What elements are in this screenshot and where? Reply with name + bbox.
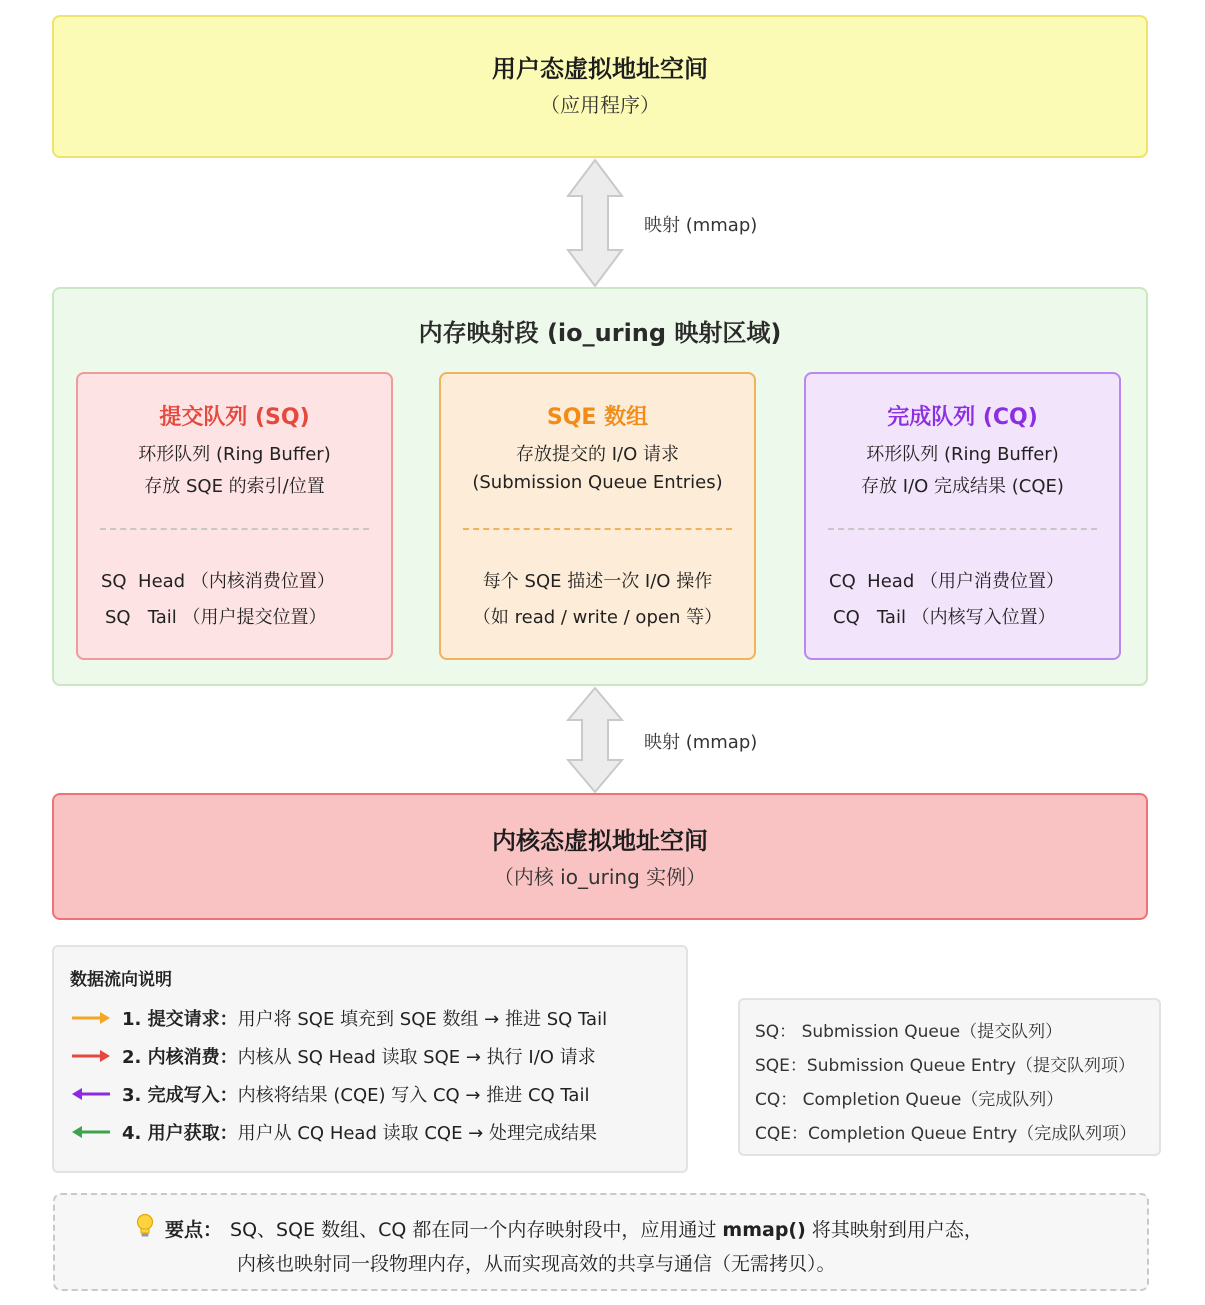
sqe-card-title: SQE 数组 <box>546 405 649 430</box>
flow-label: 3. 完成写入： <box>122 1085 238 1106</box>
user-space-title: 用户态虚拟地址空间 <box>492 55 708 83</box>
cq-head-item: CQ Head （用户消费位置） <box>829 571 1064 592</box>
user-space-box <box>52 15 1148 158</box>
note-line2: 内核也映射同一段物理内存，从而实现高效的共享与通信（无需拷贝）。 <box>237 1253 836 1275</box>
glossary-item: CQE：Completion Queue Entry（完成队列项） <box>755 1124 1137 1144</box>
sqe-card-line1: 存放提交的 I/O 请求 <box>516 444 679 465</box>
arrow-right-icon <box>70 1011 112 1025</box>
user-space-subtitle: （应用程序） <box>540 93 660 117</box>
cq-card-title: 完成队列 (CQ) <box>887 405 1038 430</box>
flow-text: 用户从 CQ Head 读取 CQE → 处理完成结果 <box>237 1123 597 1144</box>
cq-card-line2: 存放 I/O 完成结果 (CQE) <box>861 476 1064 497</box>
note-text-after: 将其映射到用户态， <box>805 1219 983 1241</box>
sqe-card-item2: （如 read / write / open 等） <box>472 607 723 628</box>
glossary-item: CQ： Completion Queue（完成队列） <box>755 1090 1064 1110</box>
sq-card-title: 提交队列 (SQ) <box>159 405 310 430</box>
flow-row <box>70 1005 680 1031</box>
flow-label: 1. 提交请求： <box>122 1009 238 1030</box>
kernel-space-subtitle: （内核 io_uring 实例） <box>493 865 707 889</box>
sq-head-item: SQ Head （内核消费位置） <box>101 571 335 592</box>
cq-card-divider <box>828 528 1097 530</box>
key-point-note <box>53 1193 1149 1291</box>
sq-card-divider <box>100 528 369 530</box>
arrow-left-icon <box>70 1087 112 1101</box>
data-flow-legend <box>52 945 688 1173</box>
flow-text: 内核将结果 (CQE) 写入 CQ → 推进 CQ Tail <box>237 1085 590 1106</box>
sqe-card-item1: 每个 SQE 描述一次 I/O 操作 <box>482 571 713 592</box>
cq-card-line1: 环形队列 (Ring Buffer) <box>866 444 1059 465</box>
sq-card-line2: 存放 SQE 的索引/位置 <box>144 476 325 497</box>
sq-card-line1: 环形队列 (Ring Buffer) <box>138 444 331 465</box>
kernel-space-title: 内核态虚拟地址空间 <box>492 827 708 855</box>
lightbulb-icon <box>135 1213 155 1239</box>
sqe-card-line2: (Submission Queue Entries) <box>472 472 723 493</box>
flow-text: 用户将 SQE 填充到 SQE 数组 → 推进 SQ Tail <box>237 1009 608 1030</box>
cq-card <box>804 372 1121 660</box>
mapping-label-bottom: 映射 (mmap) <box>644 732 758 753</box>
flow-row <box>70 1081 680 1107</box>
mmap-region-title: 内存映射段 (io_uring 映射区域) <box>418 319 782 347</box>
flow-label: 4. 用户获取： <box>122 1123 238 1144</box>
arrow-left-icon <box>70 1125 112 1139</box>
sqe-card-divider <box>463 528 732 530</box>
glossary-item: SQ： Submission Queue（提交队列） <box>755 1022 1063 1042</box>
kernel-space-box <box>52 793 1148 920</box>
cq-tail-item: CQ Tail （内核写入位置） <box>833 607 1056 628</box>
mapping-arrow-bottom <box>566 686 624 794</box>
sq-tail-item: SQ Tail （用户提交位置） <box>105 607 327 628</box>
note-text-before: SQ、SQE 数组、CQ 都在同一个内存映射段中，应用通过 <box>230 1219 723 1241</box>
flow-text: 内核从 SQ Head 读取 SQE → 执行 I/O 请求 <box>237 1047 596 1068</box>
glossary-item: SQE：Submission Queue Entry（提交队列项） <box>755 1056 1136 1076</box>
note-emphasis: mmap() <box>722 1219 806 1241</box>
mapping-arrow-top <box>566 158 624 288</box>
flow-label: 2. 内核消费： <box>122 1047 238 1068</box>
glossary-box <box>738 998 1161 1156</box>
flow-row <box>70 1119 680 1145</box>
note-label: 要点： <box>165 1219 223 1241</box>
legend-title: 数据流向说明 <box>70 970 172 990</box>
sq-card <box>76 372 393 660</box>
sqe-array-card <box>439 372 756 660</box>
flow-row <box>70 1043 680 1069</box>
arrow-right-icon <box>70 1049 112 1063</box>
mapping-label-top: 映射 (mmap) <box>644 215 758 236</box>
